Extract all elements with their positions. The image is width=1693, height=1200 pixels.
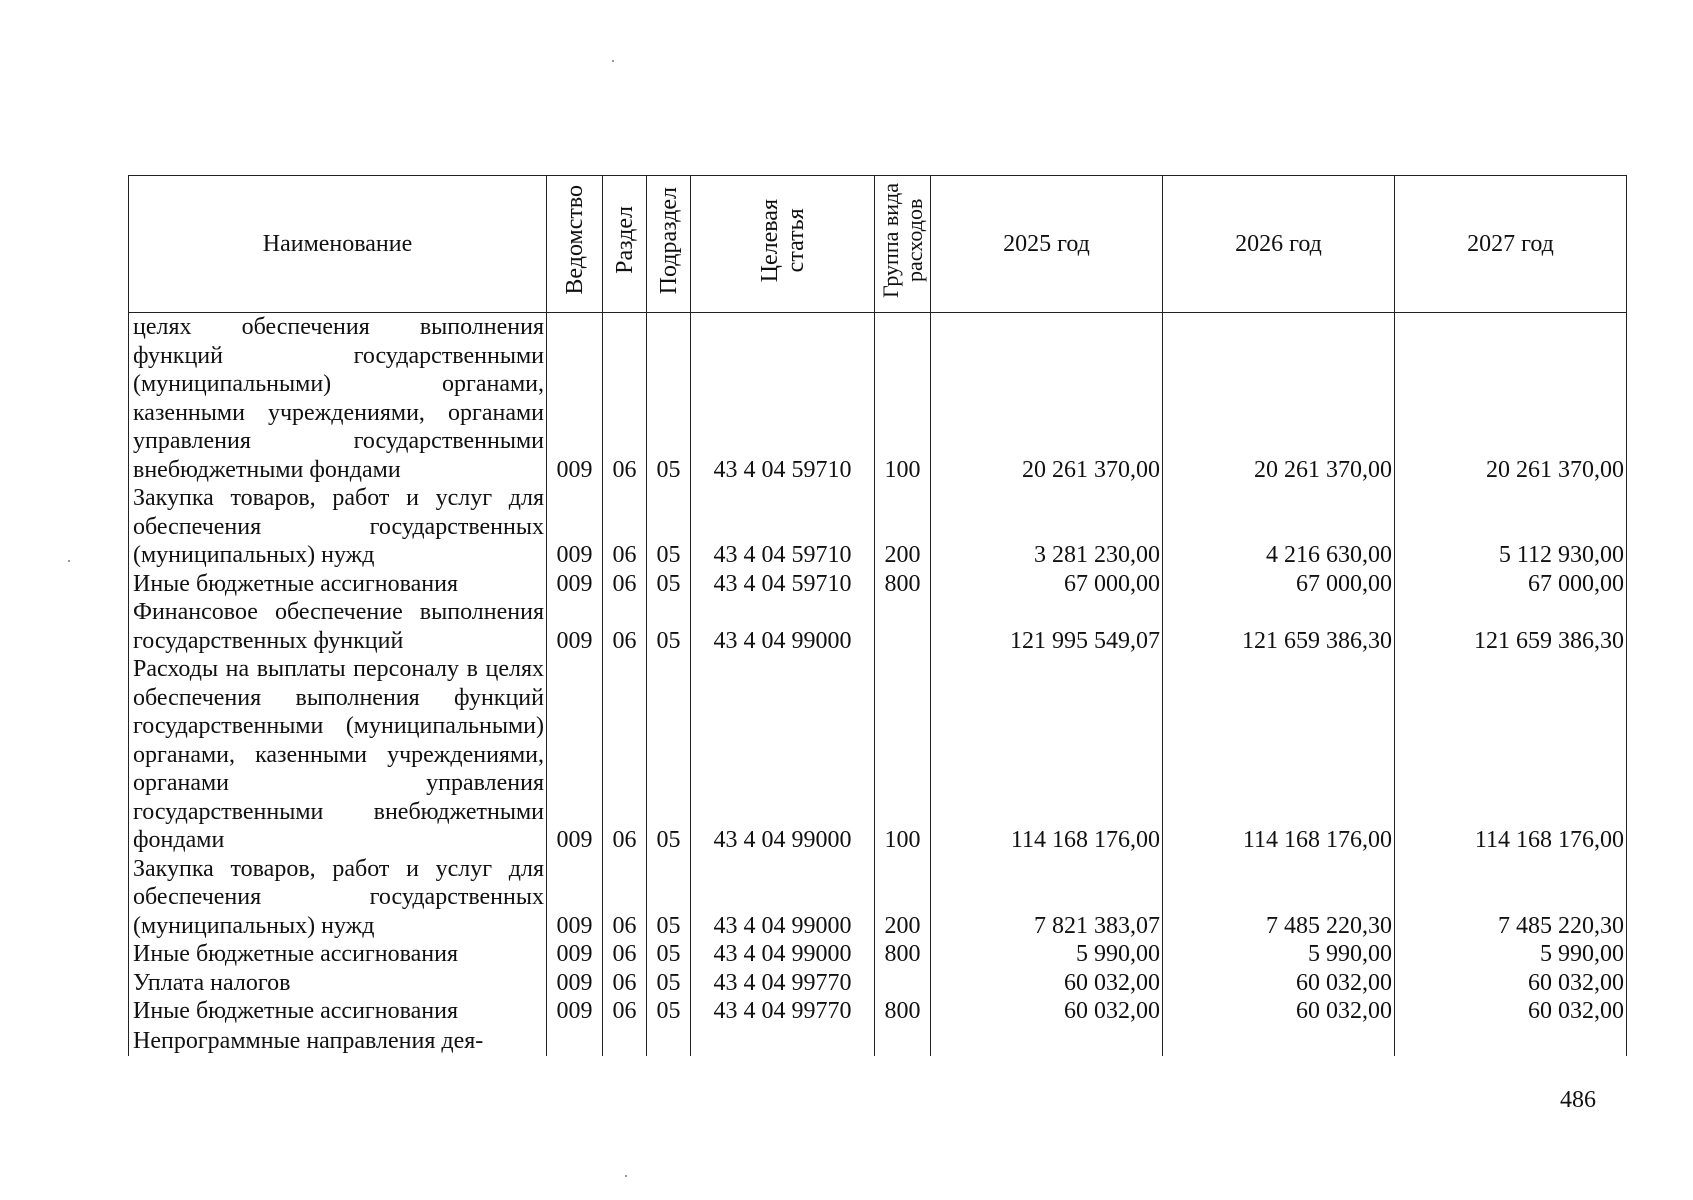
row-name: Иные бюджетные ассигнования [129, 997, 547, 1026]
table-body [129, 313, 1627, 1056]
row-2025: 5 990,00 [931, 940, 1163, 969]
scan-speck [625, 1175, 627, 1177]
header-year-2025: 2025 год [931, 176, 1163, 313]
row-vedomstvo: 009 [547, 655, 603, 855]
row-vedomstvo: 009 [547, 940, 603, 969]
row-razdel: 06 [603, 855, 647, 941]
table-row [129, 997, 1627, 1026]
row-vedomstvo: 009 [547, 484, 603, 570]
row-expense-group [875, 969, 931, 998]
row-2026: 5 990,00 [1163, 940, 1395, 969]
row-2026: 20 261 370,00 [1163, 313, 1395, 485]
row-target-article: 43 4 04 59710 [691, 313, 875, 485]
row-vedomstvo: 009 [547, 997, 603, 1026]
row-2027: 60 032,00 [1395, 997, 1627, 1026]
row-name: Закупка товаров, работ и услуг для обеспечения государственных (муниципальных) нужд [129, 484, 547, 570]
row-podrazdel: 05 [647, 855, 691, 941]
row-vedomstvo: 009 [547, 969, 603, 998]
row-2025: 121 995 549,07 [931, 598, 1163, 655]
row-target-article: 43 4 04 59710 [691, 570, 875, 599]
row-name: Расходы на выплаты персоналу в целях обеспечения выполнения функций государственными (муниципальными) органами, казенными учреждениями, органами управления государственными внебюджетными фондами [129, 655, 547, 855]
row-2026: 4 216 630,00 [1163, 484, 1395, 570]
row-2027: 20 261 370,00 [1395, 313, 1627, 485]
table-row [129, 598, 1627, 655]
row-2025: 67 000,00 [931, 570, 1163, 599]
row-2026: 60 032,00 [1163, 969, 1395, 998]
header-year-2026: 2026 год [1163, 176, 1395, 313]
row-podrazdel: 05 [647, 313, 691, 485]
table-row [129, 940, 1627, 969]
row-2025: 20 261 370,00 [931, 313, 1163, 485]
header-vedomstvo: Ведомство [547, 176, 603, 313]
row-vedomstvo: 009 [547, 313, 603, 485]
row-target-article: 43 4 04 99000 [691, 855, 875, 941]
row-target-article [691, 1026, 875, 1056]
row-2025 [931, 1026, 1163, 1056]
header-target-article: Целевая статья [691, 176, 875, 313]
table-header [129, 176, 1627, 313]
row-2027: 5 112 930,00 [1395, 484, 1627, 570]
row-vedomstvo: 009 [547, 598, 603, 655]
row-target-article: 43 4 04 99000 [691, 655, 875, 855]
table-row [129, 855, 1627, 941]
row-razdel: 06 [603, 484, 647, 570]
row-2025: 3 281 230,00 [931, 484, 1163, 570]
row-name: Иные бюджетные ассигнования [129, 570, 547, 599]
table-row [129, 570, 1627, 599]
row-name: Уплата налогов [129, 969, 547, 998]
row-podrazdel: 05 [647, 655, 691, 855]
scan-speck [68, 560, 70, 562]
row-razdel: 06 [603, 655, 647, 855]
row-vedomstvo: 009 [547, 570, 603, 599]
row-2026: 121 659 386,30 [1163, 598, 1395, 655]
row-2026: 67 000,00 [1163, 570, 1395, 599]
table-row [129, 484, 1627, 570]
row-expense-group: 800 [875, 940, 931, 969]
row-podrazdel: 05 [647, 570, 691, 599]
row-2025: 60 032,00 [931, 969, 1163, 998]
row-podrazdel: 05 [647, 484, 691, 570]
table-row [129, 655, 1627, 855]
row-vedomstvo: 009 [547, 855, 603, 941]
row-2025: 60 032,00 [931, 997, 1163, 1026]
row-expense-group: 100 [875, 313, 931, 485]
row-podrazdel: 05 [647, 997, 691, 1026]
header-name: Наименование [129, 176, 547, 313]
row-2027: 60 032,00 [1395, 969, 1627, 998]
row-2027: 114 168 176,00 [1395, 655, 1627, 855]
row-razdel: 06 [603, 313, 647, 485]
row-2026: 60 032,00 [1163, 997, 1395, 1026]
row-target-article: 43 4 04 99770 [691, 969, 875, 998]
row-target-article: 43 4 04 99770 [691, 997, 875, 1026]
row-expense-group: 100 [875, 655, 931, 855]
row-2027: 121 659 386,30 [1395, 598, 1627, 655]
row-2027: 7 485 220,30 [1395, 855, 1627, 941]
row-expense-group: 200 [875, 484, 931, 570]
row-vedomstvo [547, 1026, 603, 1056]
row-2025: 114 168 176,00 [931, 655, 1163, 855]
row-podrazdel [647, 1026, 691, 1056]
row-expense-group: 200 [875, 855, 931, 941]
row-2027: 5 990,00 [1395, 940, 1627, 969]
row-name: целях обеспечения выполнения функций государственными (муниципальными) органами, казенными учреждениями, органами управления государственными внебюджетными фондами [129, 313, 547, 485]
header-podrazdel: Подраздел [647, 176, 691, 313]
row-razdel: 06 [603, 598, 647, 655]
page-number: 486 [1560, 1087, 1596, 1113]
row-razdel [603, 1026, 647, 1056]
row-razdel: 06 [603, 997, 647, 1026]
row-target-article: 43 4 04 99000 [691, 598, 875, 655]
row-razdel: 06 [603, 940, 647, 969]
row-2025: 7 821 383,07 [931, 855, 1163, 941]
header-razdel: Раздел [603, 176, 647, 313]
scan-speck [612, 60, 614, 62]
header-expense-group: Группа вида расходов [875, 176, 931, 313]
row-2026: 7 485 220,30 [1163, 855, 1395, 941]
row-2026: 114 168 176,00 [1163, 655, 1395, 855]
row-target-article: 43 4 04 59710 [691, 484, 875, 570]
row-target-article: 43 4 04 99000 [691, 940, 875, 969]
row-2027 [1395, 1026, 1627, 1056]
row-razdel: 06 [603, 969, 647, 998]
row-2026 [1163, 1026, 1395, 1056]
header-year-2027: 2027 год [1395, 176, 1627, 313]
row-name: Непрограммные направления дея- [129, 1026, 547, 1056]
table-row [129, 313, 1627, 485]
row-name: Закупка товаров, работ и услуг для обеспечения государственных (муниципальных) нужд [129, 855, 547, 941]
row-podrazdel: 05 [647, 598, 691, 655]
table-row [129, 969, 1627, 998]
row-podrazdel: 05 [647, 969, 691, 998]
row-expense-group [875, 1026, 931, 1056]
row-expense-group [875, 598, 931, 655]
row-name: Финансовое обеспечение выполнения государственных функций [129, 598, 547, 655]
row-2027: 67 000,00 [1395, 570, 1627, 599]
row-name: Иные бюджетные ассигнования [129, 940, 547, 969]
row-razdel: 06 [603, 570, 647, 599]
row-expense-group: 800 [875, 570, 931, 599]
budget-table [128, 175, 1627, 1056]
row-podrazdel: 05 [647, 940, 691, 969]
table-row [129, 1026, 1627, 1056]
row-expense-group: 800 [875, 997, 931, 1026]
